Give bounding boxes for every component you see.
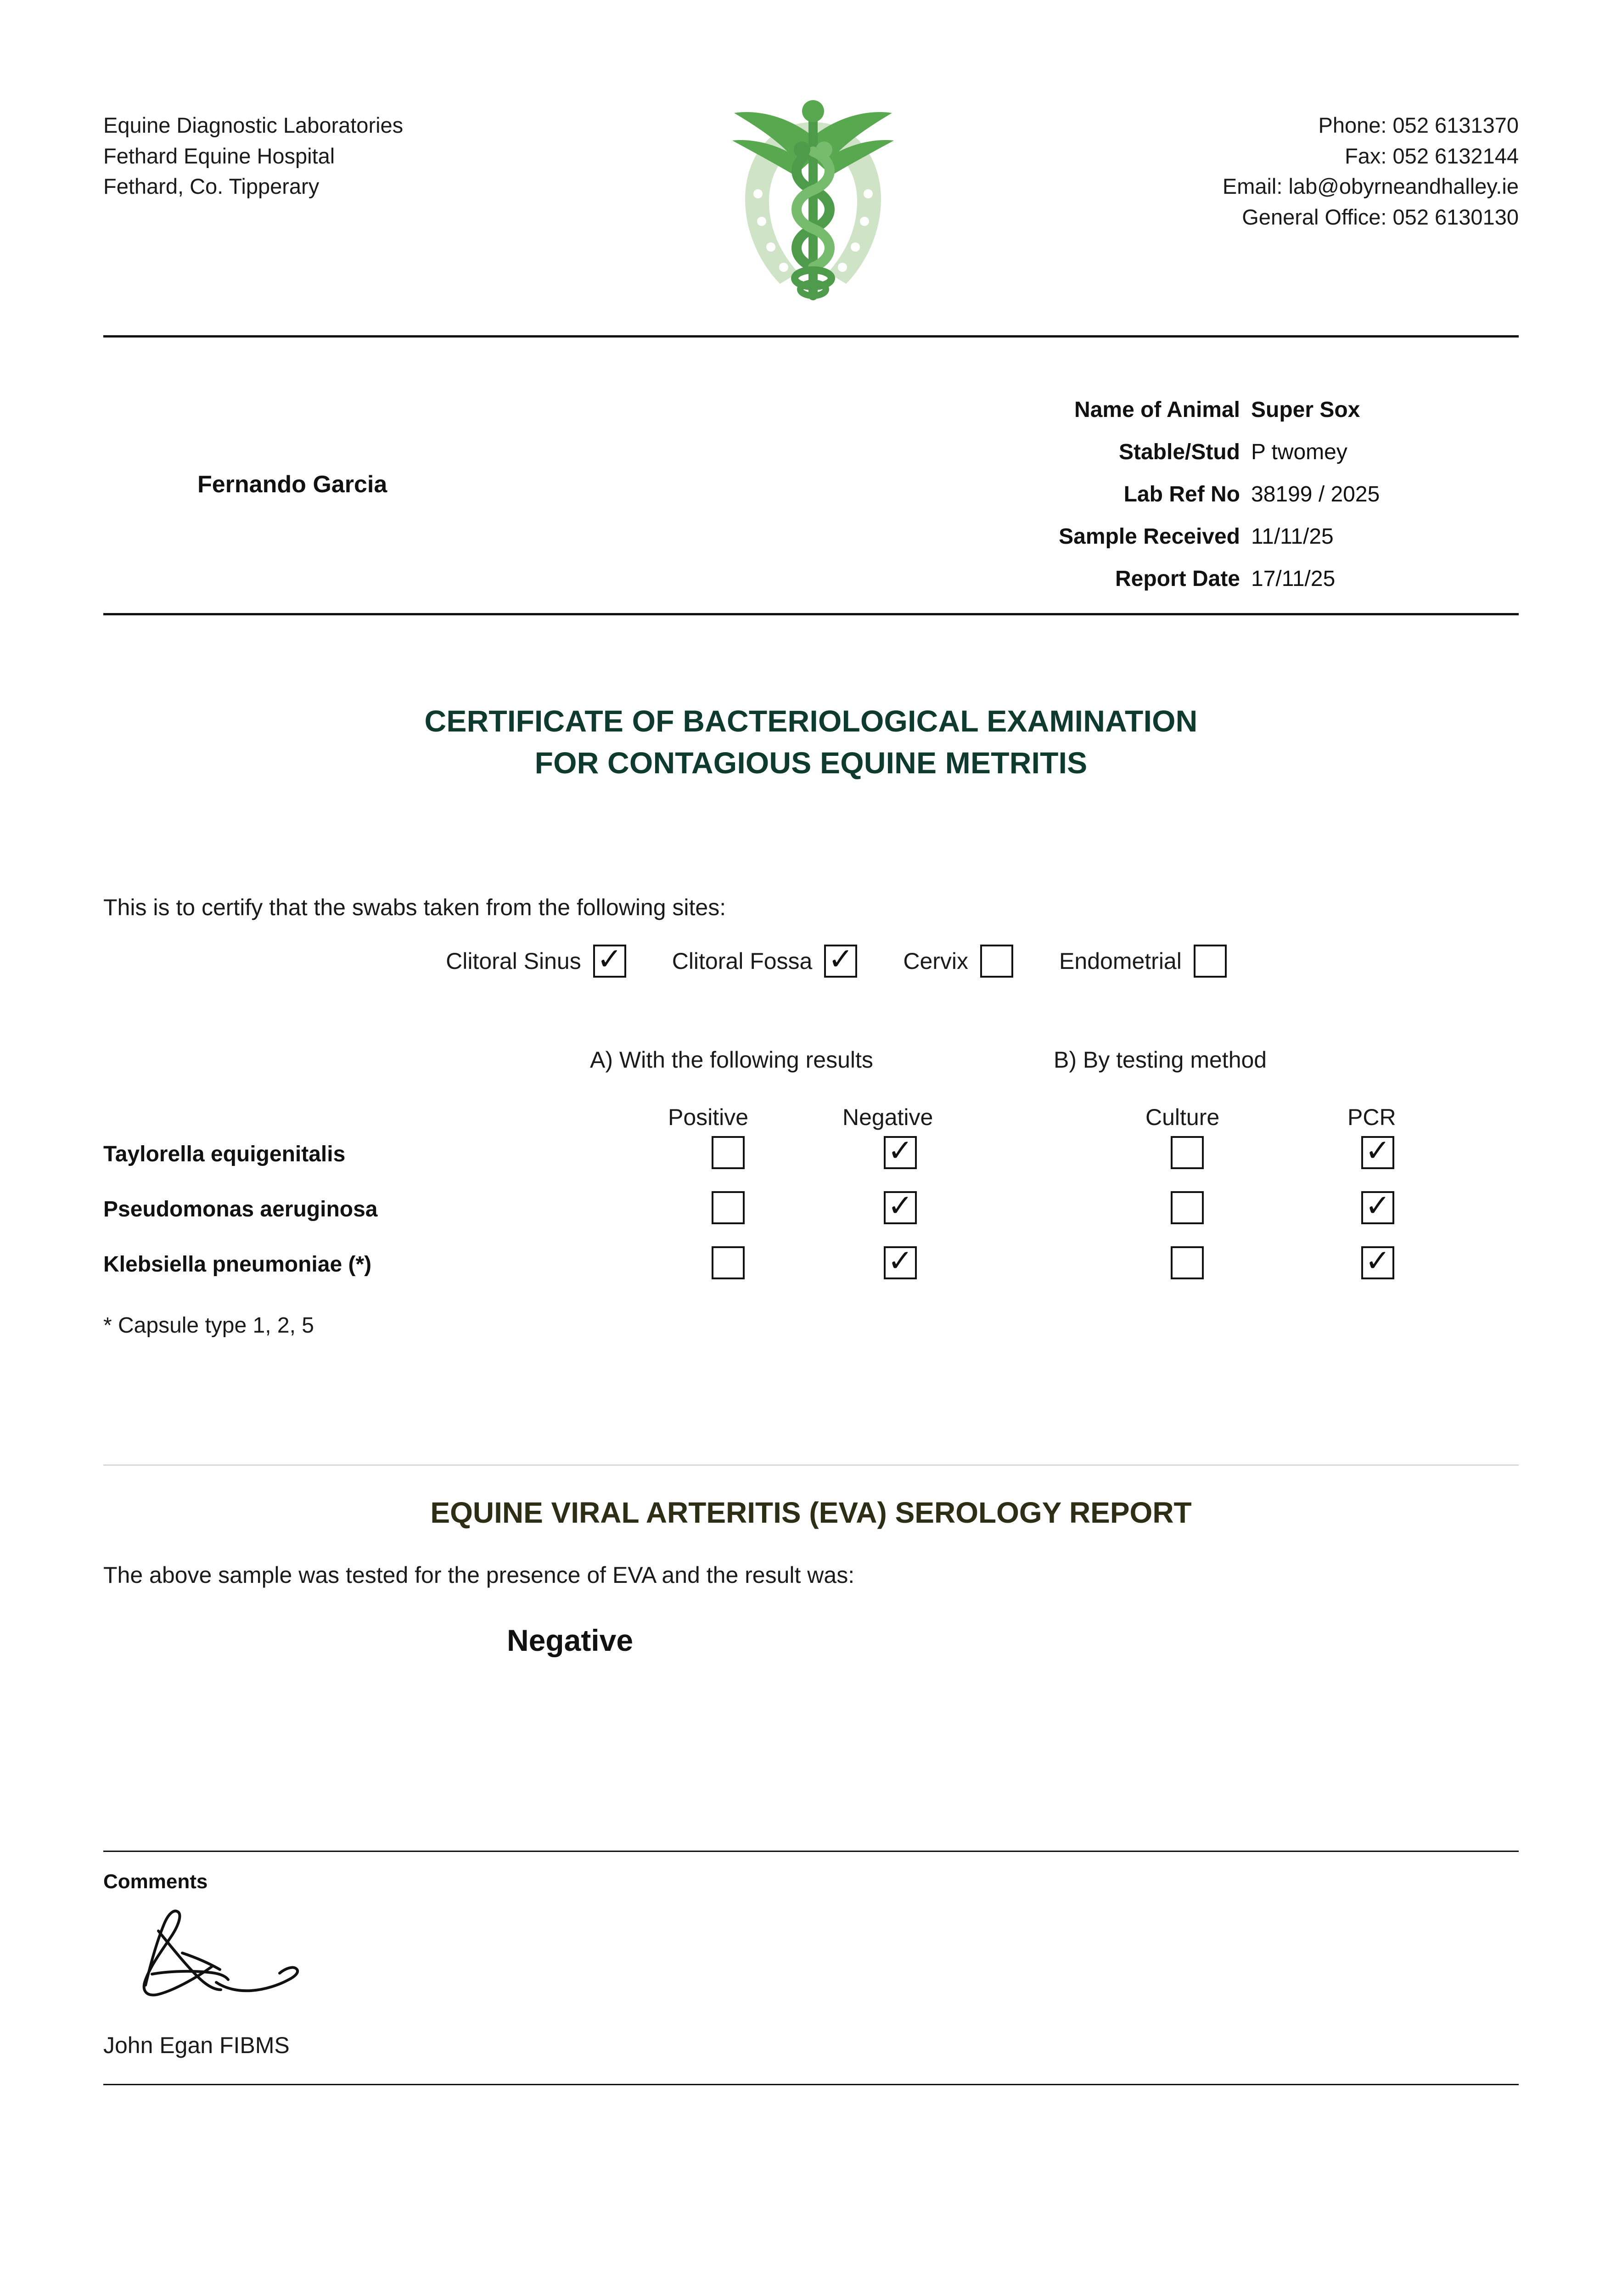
results-column-headers [103,1104,1519,1136]
site-label: Clitoral Sinus [446,948,581,974]
comments-label: Comments [103,1870,208,1893]
certificate-title-line-2: FOR CONTAGIOUS EQUINE METRITIS [534,746,1088,780]
capsule-type-note: * Capsule type 1, 2, 5 [103,1313,314,1338]
contact-email: Email: lab@obyrneandhalley.ie [1222,174,1519,199]
check-mark-icon: ✓ [1365,1243,1391,1279]
checkbox-taylorella-pcr[interactable] [1361,1133,1394,1169]
lab-address [103,110,403,202]
checkbox-taylorella-culture[interactable] [1171,1136,1204,1169]
eva-text: The above sample was tested for the presence of EVA and the result was: [103,1562,855,1588]
lab-address-line-1: Equine Diagnostic Laboratories [103,113,404,137]
site-clitoral-fossa [672,941,858,978]
field-name-of-animal [884,397,1527,422]
organism-name: Taylorella equigenitalis [103,1142,346,1167]
checkbox-taylorella-positive[interactable] [712,1136,745,1169]
column-header-positive: Positive [668,1104,749,1131]
group-a-header: A) With the following results [590,1047,873,1073]
site-clitoral-sinus [446,941,626,978]
caduceus-horseshoe-logo-icon [685,96,942,317]
column-header-pcr: PCR [1347,1104,1396,1131]
details-fields [884,397,1527,608]
site-label: Clitoral Fossa [672,948,813,974]
field-value: 11/11/25 [1251,524,1334,549]
site-label: Endometrial [1059,948,1182,974]
column-header-negative: Negative [842,1104,933,1131]
site-checkbox-endometrial[interactable] [1194,945,1227,978]
site-checkbox-clitoral-fossa[interactable] [824,941,857,978]
sample-details [103,338,1519,595]
lab-contact [1223,110,1519,233]
checkbox-klebsiella-culture[interactable] [1171,1246,1204,1279]
eva-divider [103,1464,1519,1466]
page-header [103,0,1519,317]
contact-phone: Phone: 052 6131370 [1318,113,1519,137]
results-table [103,1047,1519,1338]
field-label: Sample Received [1059,524,1240,549]
site-checkbox-clitoral-sinus[interactable] [593,941,626,978]
field-lab-ref-no [884,482,1527,507]
check-mark-icon: ✓ [887,1133,913,1169]
signature-icon [103,1898,360,2022]
swab-sites-row [103,941,1519,978]
checkbox-taylorella-negative[interactable] [884,1133,917,1169]
lab-address-line-3: Fethard, Co. Tipperary [103,174,320,199]
check-mark-icon: ✓ [597,941,623,977]
checkbox-klebsiella-negative[interactable] [884,1243,917,1279]
checkbox-klebsiella-positive[interactable] [712,1246,745,1279]
certificate-title-line-1: CERTIFICATE OF BACTERIOLOGICAL EXAMINATION [424,704,1198,738]
check-mark-icon: ✓ [1365,1188,1391,1224]
table-row [103,1243,1519,1301]
check-mark-icon: ✓ [828,941,854,977]
certificate-title [103,700,1519,784]
field-label: Stable/Stud [1118,440,1240,464]
site-cervix [903,945,1013,978]
site-checkbox-cervix[interactable] [980,945,1013,978]
organism-name: Klebsiella pneumoniae (*) [103,1252,372,1277]
field-stable-stud [884,439,1527,465]
signer-name: John Egan FIBMS [103,2032,290,2059]
site-label: Cervix [903,948,969,974]
field-value: 38199 / 2025 [1251,482,1380,506]
field-label: Lab Ref No [1123,482,1240,506]
field-label: Report Date [1115,567,1240,591]
eva-title: EQUINE VIRAL ARTERITIS (EVA) SEROLOGY REPORT [430,1496,1192,1530]
field-sample-received [884,524,1527,549]
contact-general-office: General Office: 052 6130130 [1242,205,1519,230]
field-value: P twomey [1251,440,1347,464]
field-value: Super Sox [1251,398,1360,422]
check-mark-icon: ✓ [1365,1133,1391,1169]
field-report-date [884,566,1527,591]
footer-divider [103,2084,1519,2085]
contact-fax: Fax: 052 6132144 [1345,143,1519,168]
column-header-culture: Culture [1145,1104,1220,1131]
site-endometrial [1059,945,1227,978]
details-divider [103,613,1519,615]
checkbox-pseudomonas-pcr[interactable] [1361,1188,1394,1224]
eva-result: Negative [506,1623,634,1658]
group-b-header: B) By testing method [1054,1047,1267,1073]
checkbox-pseudomonas-negative[interactable] [884,1188,917,1224]
field-label: Name of Animal [1074,398,1240,422]
table-row [103,1133,1519,1191]
lab-address-line-2: Fethard Equine Hospital [103,143,335,168]
table-row [103,1188,1519,1246]
checkbox-pseudomonas-culture[interactable] [1171,1191,1204,1224]
organism-name: Pseudomonas aeruginosa [103,1197,378,1222]
check-mark-icon: ✓ [887,1188,913,1224]
comments-divider [103,1851,1519,1852]
checkbox-klebsiella-pcr[interactable] [1361,1243,1394,1279]
owner-name: Fernando Garcia [197,471,387,498]
check-mark-icon: ✓ [887,1243,913,1279]
field-value: 17/11/25 [1251,567,1336,591]
certify-text: This is to certify that the swabs taken from the following sites: [103,895,726,921]
checkbox-pseudomonas-positive[interactable] [712,1191,745,1224]
